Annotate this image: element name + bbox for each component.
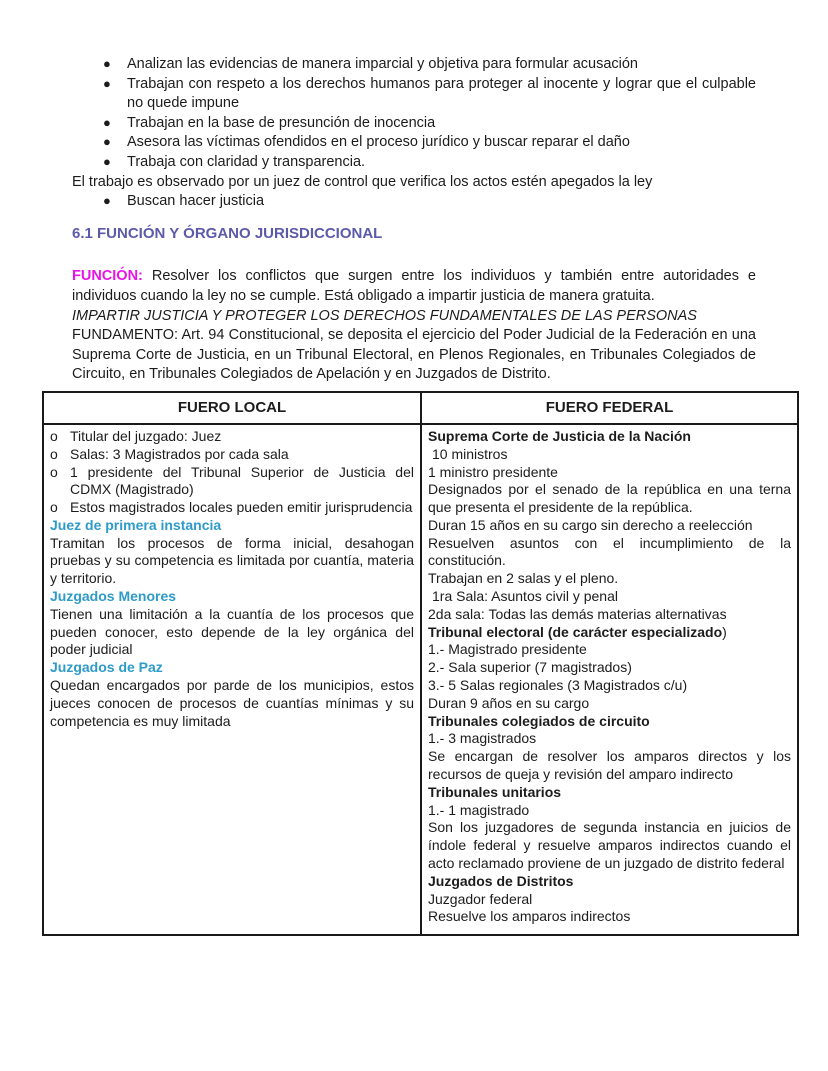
federal-heading: Tribunales unitarios (428, 783, 562, 800)
federal-line: Se encargan de resolver los amparos directos y los recursos de queja y revisión del amparo indirecto (428, 748, 791, 783)
local-list-item (50, 499, 414, 517)
federal-heading: Juzgados de Distritos (428, 872, 574, 889)
federal-heading: Tribunal electoral (de carácter especializado) (428, 623, 727, 640)
heading-suffix: ) (722, 623, 727, 640)
local-section-body: Tramitan los procesos de forma inicial, desahogan pruebas y su competencia es limitada por cuantía, materia y territorio. (50, 534, 414, 587)
bullet-icon: ● (103, 153, 111, 169)
local-item-text: Estos magistrados locales pueden emitir jurisprudencia (70, 499, 413, 516)
bullet-icon: ● (103, 56, 111, 71)
bullet-text: Trabajan en la base de presunción de inocencia (127, 114, 436, 131)
o-bullet-icon: o (50, 445, 58, 462)
federal-line: 2.- Sala superior (7 magistrados) (428, 659, 632, 676)
header-fuero-local: FUERO LOCAL (43, 392, 421, 424)
list-item (72, 153, 756, 173)
intro-bullet-list (72, 55, 756, 212)
federal-heading: Suprema Corte de Justicia de la Nación (428, 427, 691, 444)
federal-line: Resuelven asuntos con el incumplimiento de la constitución. (428, 534, 791, 569)
bullet-icon: ● (103, 114, 111, 130)
o-bullet-icon: o (50, 427, 58, 444)
federal-line: Resuelve los amparos indirectos (428, 908, 631, 925)
federal-line: Designados por el senado de la república en una terna que presenta el presidente de la república. (428, 481, 791, 516)
federal-line: Duran 15 años en su cargo sin derecho a reelección (428, 516, 753, 533)
bullet-text: Trabajan con respeto a los derechos humanos para proteger al inocente y lograr que el culpable no quede impune (127, 75, 756, 112)
list-item (72, 55, 756, 75)
bullet-text: Trabaja con claridad y transparencia. (127, 153, 366, 170)
funcion-label: FUNCIÓN: (72, 268, 143, 285)
list-item (72, 75, 756, 114)
bullet-text: Buscan hacer justicia (127, 193, 265, 210)
list-item (72, 114, 756, 134)
local-list-item (50, 464, 414, 500)
federal-line: 1ra Sala: Asuntos civil y penal (432, 588, 618, 605)
local-section-body: Quedan encargados por parde de los municipios, estos jueces conocen de procesos de cuantías mínimas y su competencia es muy limitada (50, 677, 414, 729)
federal-line: 3.- 5 Salas regionales (3 Magistrados c/u) (428, 677, 688, 694)
fuero-federal-cell (421, 424, 798, 935)
federal-heading: Tribunales colegiados de circuito (428, 712, 650, 729)
bullet-text: Analizan las evidencias de manera imparcial y objetiva para formular acusación (127, 56, 638, 72)
local-subheading: Juez de primera instancia (50, 516, 222, 533)
federal-line: 2da sala: Todas las demás materias alternativas (428, 605, 727, 622)
bullet-text: Asesora las víctimas ofendidos en el proceso jurídico y buscar reparar el daño (127, 134, 630, 151)
fuero-table (42, 391, 799, 936)
list-item (72, 192, 756, 212)
header-fuero-federal: FUERO FEDERAL (421, 392, 798, 424)
funcion-text: Resolver los conflictos que surgen entre los individuos y también entre autoridades e individuos cuando la ley no se cumple. Está obligado a impartir justicia de manera gratuita. (72, 268, 756, 304)
bullet-icon: ● (103, 193, 111, 209)
federal-line: 1.- 1 magistrado (428, 801, 530, 818)
local-section-body: Tienen una limitación a la cuantía de los procesos que pueden conocer, esto depende de la ley orgánica del poder judicial (50, 605, 414, 658)
local-subheading: Juzgados Menores (50, 588, 177, 605)
bullet-icon: ● (103, 75, 111, 91)
local-item-text: 1 presidente del Tribunal Superior de Justicia del CDMX (Magistrado) (70, 463, 414, 498)
intro-note: El trabajo es observado por un juez de control que verifica los actos estén apegados la ley (72, 173, 653, 190)
federal-line: 1.- Magistrado presidente (428, 641, 587, 658)
federal-line: Trabajan en 2 salas y el pleno. (428, 570, 619, 587)
o-bullet-icon: o (50, 499, 58, 516)
federal-line: Duran 9 años en su cargo (428, 694, 590, 711)
list-item (72, 133, 756, 153)
federal-line: 10 ministros (432, 445, 508, 462)
local-list-item (50, 428, 414, 446)
federal-line: Son los juzgadores de segunda instancia en juicios de índole federal y resuelve amparos indirectos cuando el acto reclamado proviene de un juzgado de distrito federal (428, 819, 791, 872)
federal-line: 1.- 3 magistrados (428, 730, 537, 747)
o-bullet-icon: o (50, 463, 58, 480)
impartir-justicia-line: IMPARTIR JUSTICIA Y PROTEGER LOS DERECHOS FUNDAMENTALES DE LAS PERSONAS (72, 307, 697, 324)
section-heading: 6.1 FUNCIÓN Y ÓRGANO JURISDICCIONAL (72, 224, 383, 242)
local-item-text: Titular del juzgado: Juez (70, 427, 222, 444)
local-item-text: Salas: 3 Magistrados por cada sala (70, 445, 289, 462)
federal-line: Juzgador federal (428, 890, 533, 907)
local-list-item (50, 446, 414, 464)
bullet-icon: ● (103, 134, 111, 150)
federal-line: 1 ministro presidente (428, 463, 558, 480)
funcion-paragraph (72, 267, 756, 306)
table-header-row (43, 392, 798, 424)
table-body-row (43, 424, 798, 935)
fuero-local-cell (43, 424, 421, 935)
fundamento-paragraph: FUNDAMENTO: Art. 94 Constitucional, se deposita el ejercicio del Poder Judicial de la Federación en una Suprema Corte de Justicia, en un Tribunal Electoral, en Plenos Regionales, en Tribunales Colegiados de Circuito, en Tribunales Colegiados de Apelación y en Juzgados de Distrito. (72, 327, 756, 383)
local-subheading: Juzgados de Paz (50, 659, 163, 676)
